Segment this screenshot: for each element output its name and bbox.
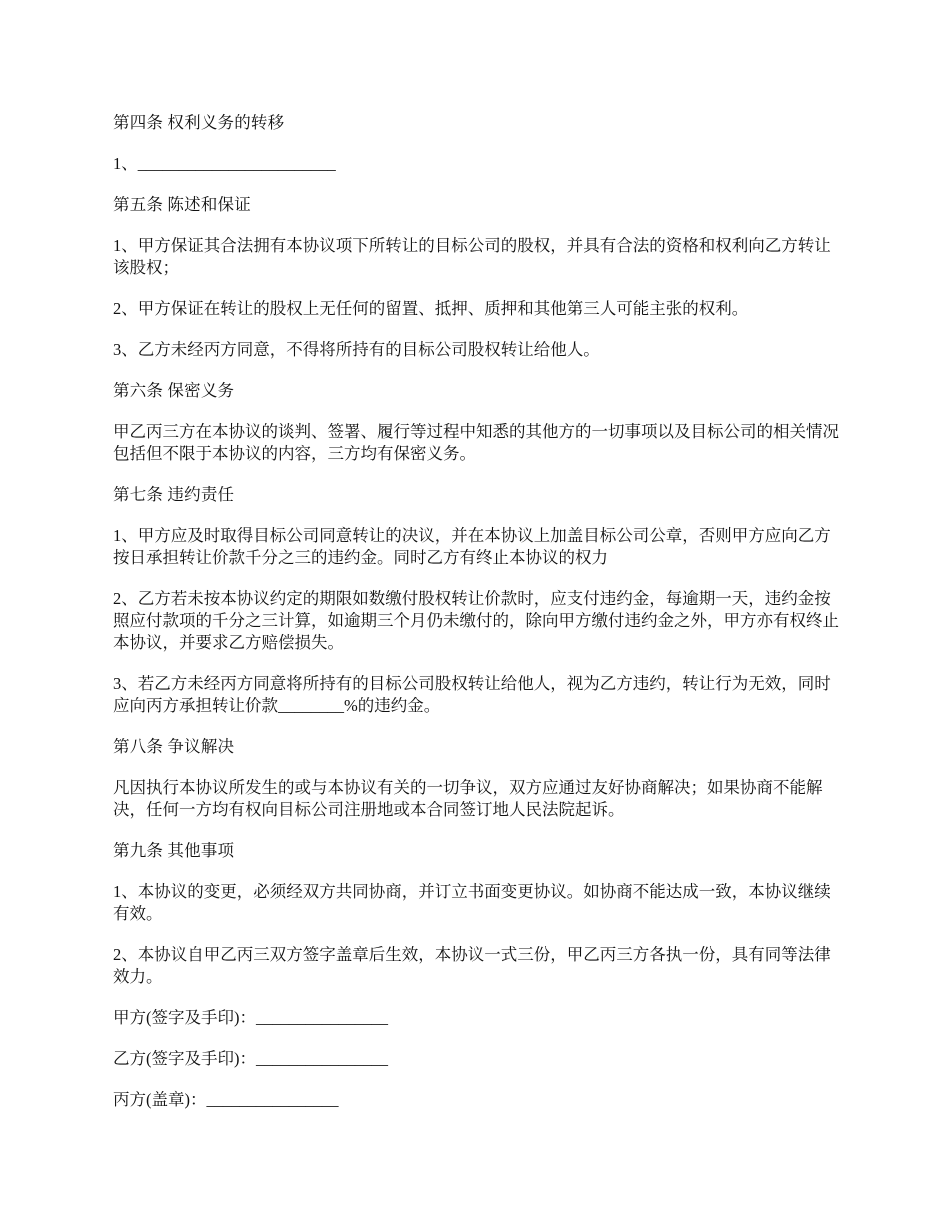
- document-page: [113, 112, 843, 1130]
- article-5-clause-2: 2、甲方保证在转让的股权上无任何的留置、抵押、质押和其他第三人可能主张的权利。: [113, 299, 749, 318]
- article-9-heading: 第九条 其他事项: [113, 841, 235, 860]
- article-7-clause-1: 1、甲方应及时取得目标公司同意转让的决议，并在本协议上加盖目标公司公章，否则甲方应向乙方按日承担转让价款千分之三的违约金。同时乙方有终止本协议的权力: [113, 526, 831, 567]
- signature-party-b: 乙方(签字及手印)：________________: [113, 1049, 388, 1068]
- article-4-clause-1: 1、________________________: [113, 154, 336, 173]
- article-9-clause-1: 1、本协议的变更，必须经双方共同协商，并订立书面变更协议。如协商不能达成一致，本协议继续有效。: [113, 882, 831, 923]
- article-6-heading: 第六条 保密义务: [113, 381, 235, 400]
- article-5-clause-3: 3、乙方未经丙方同意，不得将所持有的目标公司股权转让给他人。: [113, 340, 600, 359]
- article-8-body: 凡因执行本协议所发生的或与本协议有关的一切争议，双方应通过友好协商解决；如果协商不能解决，任何一方均有权向目标公司注册地或本合同签订地人民法院起诉。: [113, 778, 823, 819]
- article-7-heading: 第七条 违约责任: [113, 485, 235, 504]
- article-9-clause-2: 2、本协议自甲乙丙三双方签字盖章后生效，本协议一式三份，甲乙丙三方各执一份，具有同等法律效力。: [113, 945, 831, 986]
- article-5-clause-1: 1、甲方保证其合法拥有本协议项下所转让的目标公司的股权，并具有合法的资格和权利向乙方转让该股权；: [113, 236, 831, 277]
- article-4-heading: 第四条 权利义务的转移: [113, 113, 285, 132]
- article-7-clause-2: 2、乙方若未按本协议约定的期限如数缴付股权转让价款时，应支付违约金，每逾期一天，违约金按照应付款项的千分之三计算，如逾期三个月仍未缴付的，除向甲方缴付违约金之外，甲方亦有权终止本协议，并要求乙方赔偿损失。: [113, 589, 839, 652]
- signature-party-a: 甲方(签字及手印)：________________: [113, 1008, 388, 1027]
- article-8-heading: 第八条 争议解决: [113, 737, 235, 756]
- signature-party-c: 丙方(盖章)：________________: [113, 1090, 339, 1109]
- article-6-body: 甲乙丙三方在本协议的谈判、签署、履行等过程中知悉的其他方的一切事项以及目标公司的相关情况包括但不限于本协议的内容，三方均有保密义务。: [113, 422, 839, 463]
- article-5-heading: 第五条 陈述和保证: [113, 195, 251, 214]
- article-7-clause-3: 3、若乙方未经丙方同意将所持有的目标公司股权转让给他人，视为乙方违约，转让行为无效，同时应向丙方承担转让价款________%的违约金。: [113, 674, 831, 715]
